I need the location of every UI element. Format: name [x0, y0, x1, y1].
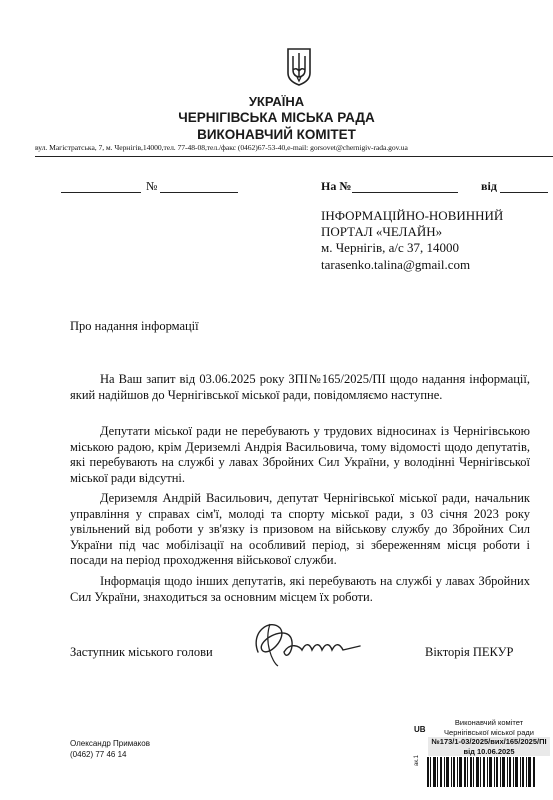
outgoing-number-field [160, 180, 238, 193]
incoming-date-label: від [481, 179, 497, 193]
council-name: ЧЕРНІГІВСЬКА МІСЬКА РАДА [178, 110, 375, 125]
incoming-number-field [352, 180, 458, 193]
executor-phone: (0462) 77 46 14 [70, 750, 127, 759]
incoming-number-label: На № [321, 179, 352, 193]
body-paragraph-1: На Ваш запит від 03.06.2025 року ЗПІ№165/2025/ПІ щодо надання інформації, який надійшов до Чернігівської міської ради, повідомляємо наступне. [70, 372, 530, 402]
body-paragraph-3: Дериземля Андрій Васильович, депутат Чернігівської міської ради, начальник управління у справах сім'ї, молоді та спорту міської ради, з 03 січня 2023 року увільнений від роботи у зв'язку із призовом на військову службу до Збройних Сил України під час мобілізації на особливий період, зі збереженням місця роботи і посади на період проходження військової служби. [70, 491, 530, 567]
barcode-icon [427, 757, 537, 787]
header-divider [35, 156, 553, 157]
outgoing-number-label: № [146, 179, 158, 193]
recipient-line-1: ІНФОРМАЦІЙНО-НОВИННИЙ [321, 208, 504, 223]
stamp-line-2: Чернігівської міської ради [444, 727, 534, 737]
incoming-date-field [500, 180, 548, 193]
handwritten-signature-icon [240, 612, 370, 672]
body-paragraph-2: Депутати міської ради не перебувають у трудових відносинах із Чернігівською міською радою, крім Дериземлі Андрія Васильовича, тому відомості щодо депутатів, які перебувають на службі у лавах Збройних Сил України, у володінні Чернігівської міської ради відсутні. [70, 424, 530, 485]
recipient-line-2: ПОРТАЛ «ЧЕЛАЙН» [321, 224, 443, 239]
country-name: УКРАЇНА [248, 94, 305, 109]
signatory-name: Вікторія ПЕКУР [425, 645, 514, 659]
committee-name: ВИКОНАВЧИЙ КОМІТЕТ [197, 127, 356, 142]
registration-mark: UB [414, 725, 426, 734]
recipient-email: tarasenko.talina@gmail.com [321, 257, 471, 272]
registration-stamp [428, 718, 550, 756]
executor-name: Олександр Примаков [70, 739, 150, 748]
recipient-address: м. Чернігів, а/с 37, 14000 [321, 240, 459, 255]
body-paragraph-4: Інформація щодо інших депутатів, які перебувають на службі у лавах Збройних Сил України, знаходиться за основним місцем їх роботи. [70, 574, 530, 604]
outgoing-date-field [61, 180, 141, 193]
coat-of-arms-icon [286, 47, 312, 87]
stamp-side-code: ак.1 [414, 755, 420, 766]
letter-subject: Про надання інформації [70, 319, 199, 333]
stamp-line-1: Виконавчий комітет [454, 718, 524, 727]
stamp-number: №173/1-03/2025/вих/165/2025/ПІ [428, 737, 550, 747]
signatory-position: Заступник міського голови [70, 645, 213, 659]
council-address: вул. Магістратська, 7, м. Чернігів,14000,тел. 77-48-08,тел./факс (0462)67-53-40,e-mail: gorsovet@chernigiv-rada.gov.ua [35, 143, 408, 152]
stamp-date: від 10.06.2025 [428, 747, 550, 757]
